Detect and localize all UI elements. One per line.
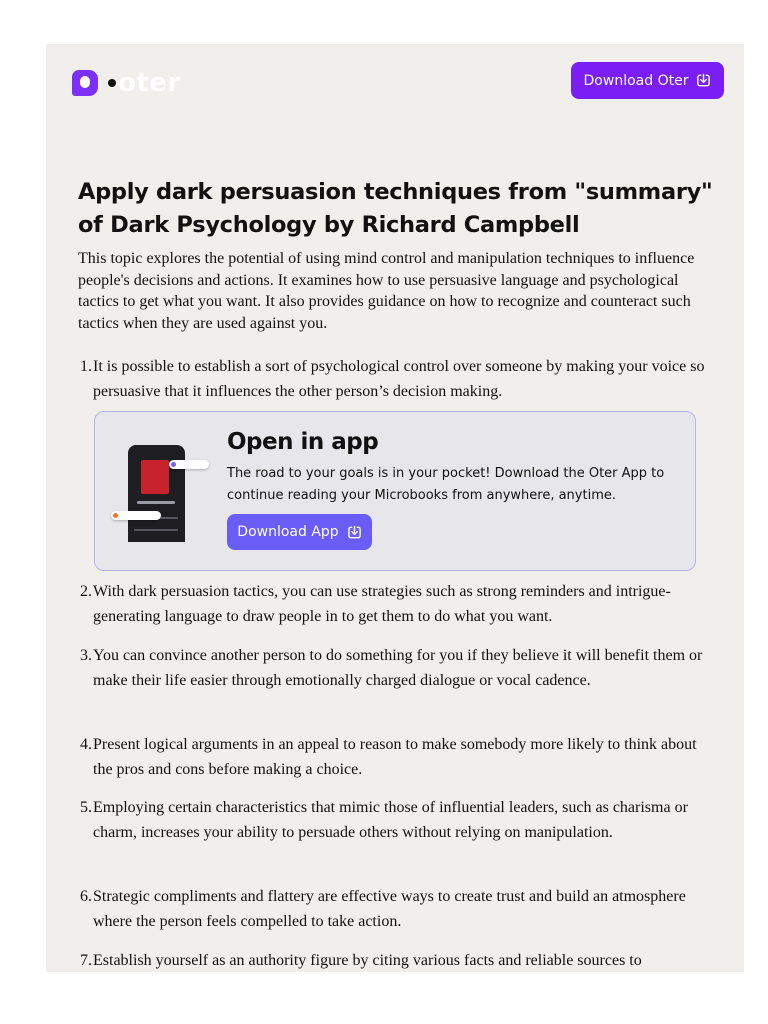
download-app-button[interactable] xyxy=(227,514,372,550)
list-item xyxy=(78,579,708,629)
download-icon xyxy=(696,73,711,88)
list-item-number: 1. xyxy=(80,358,92,375)
phone-badge xyxy=(111,511,161,520)
list-item xyxy=(78,643,708,693)
list-item xyxy=(78,354,708,404)
list-item-text: Employing certain characteristics that mimic those of influential leaders, such as charisma or charm, increases your ability to persuade others without relying on manipulation. xyxy=(93,799,688,841)
list-item-text: You can convince another person to do something for you if they believe it will benefit them or make their life easier through emotionally charged dialogue or vocal cadence. xyxy=(93,647,703,689)
list-item-text: Present logical arguments in an appeal to reason to make somebody more likely to think about the pros and cons before making a choice. xyxy=(93,736,697,778)
oter-logo-icon xyxy=(72,70,98,96)
article-intro: This topic explores the potential of using mind control and manipulation techniques to influence people's decisions and actions. It examines how to use persuasive language and psychological tactics to get what you want. It also provides guidance on how to recognize and counteract such tactics when they are used against you. xyxy=(78,250,695,332)
open-in-app-description: The road to your goals is in your pocket! Download the Oter App to continue reading your Microbooks from anywhere, anytime. xyxy=(227,466,665,503)
open-in-app-card xyxy=(94,411,696,571)
list-item xyxy=(78,884,708,934)
download-app-label: Download App xyxy=(237,524,339,540)
list-item-text: With dark persuasion tactics, you can use strategies such as strong reminders and intrigue-generating language to draw people in to get them to do what you want. xyxy=(93,583,671,625)
download-oter-button[interactable] xyxy=(571,62,724,99)
oter-logo[interactable] xyxy=(72,68,181,98)
list-item-number: 3. xyxy=(80,647,92,664)
article-title: Apply dark persuasion techniques from "summary" of Dark Psychology by Richard Campbell xyxy=(78,179,713,238)
list-item xyxy=(78,732,708,782)
phone-badge xyxy=(169,460,209,469)
download-icon xyxy=(347,525,362,540)
open-in-app-title: Open in app xyxy=(227,429,379,455)
list-item-number: 6. xyxy=(80,888,92,905)
list-item-text: Establish yourself as an authority figure by citing various facts and reliable sources to xyxy=(93,952,642,969)
list-item-number: 5. xyxy=(80,799,92,816)
logo-dot xyxy=(108,79,116,87)
list-item-number: 7. xyxy=(80,952,92,969)
list-item-text: It is possible to establish a sort of psychological control over someone by making your voice so persuasive that it influences the other person’s decision making. xyxy=(93,358,705,400)
article-page xyxy=(46,44,744,972)
list-item-number: 4. xyxy=(80,736,92,753)
logo-text: oter xyxy=(118,68,181,98)
list-item xyxy=(78,795,708,845)
download-oter-label: Download Oter xyxy=(583,72,689,89)
list-item-text: Strategic compliments and flattery are effective ways to create trust and build an atmosphere where the person feels compelled to take action. xyxy=(93,888,686,930)
list-item-number: 2. xyxy=(80,583,92,600)
list-item xyxy=(78,948,708,972)
